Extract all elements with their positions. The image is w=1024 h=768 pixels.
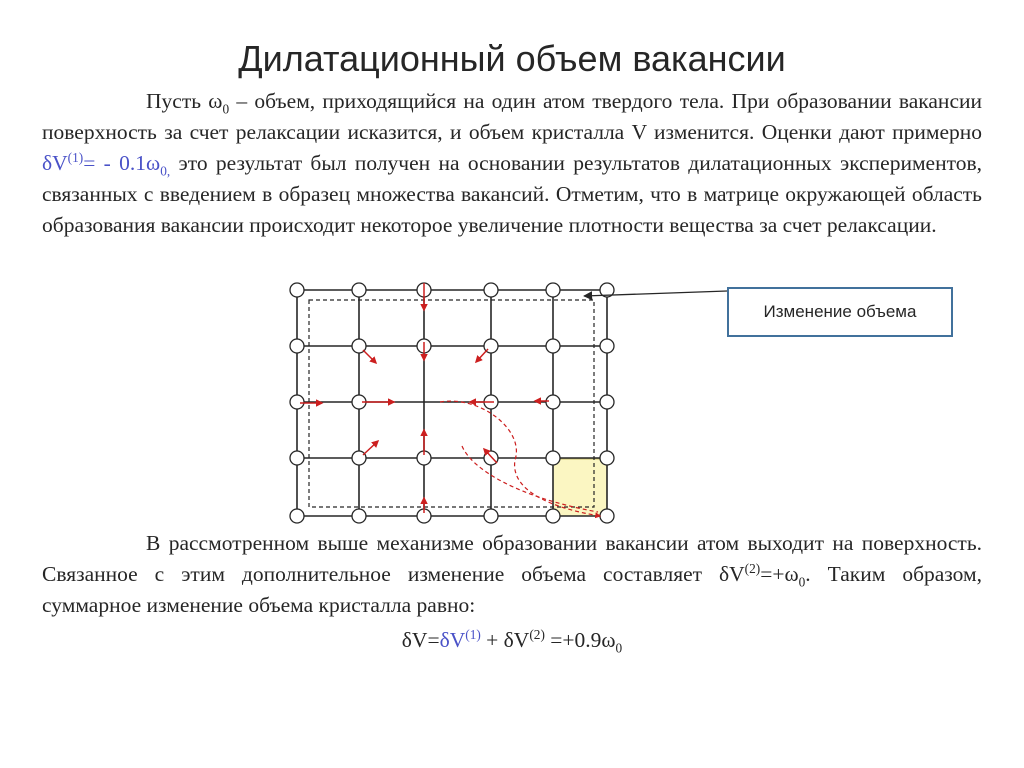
delta-v1-estimate: $\delta V^{(1)}= - 0.1\omega_{0,}$ — [42, 149, 171, 179]
paragraph-mechanism: В рассмотренном выше механизме образовании вакансии атом выходит на поверхность. Связанное с этим дополнительное изменение объема составляет $\delta V^{(2)}=+\omega_0$. Таким образом, суммарное изменение объема кристалла равно: — [42, 531, 982, 617]
paragraph-definition: Пусть $\omega_0$ – объем, приходящийся на один атом твердого тела. При образовании вакансии поверхность за счет релаксации исказится, и объем кристалла V изменится. Оценки дают примерно $\delta V^{(1)}= - 0.1\omega_{0,}$ это результат был получен на основании результатов дилатационных экспериментов, связанных с введением в образец множества вакансий. Отметим, что в матрице окружающей область образования вакансии происходит некоторое увеличение плотности вещества за счет релаксации. — [42, 89, 982, 237]
slide-title: Дилатационный объем вакансии — [238, 38, 786, 79]
total-volume-formula: $\delta V=\delta V^{(1)} + \delta V^{(2)} =+0.9\omega_0$ — [401, 626, 623, 656]
volume-change-callout: Изменение объема — [727, 287, 953, 337]
